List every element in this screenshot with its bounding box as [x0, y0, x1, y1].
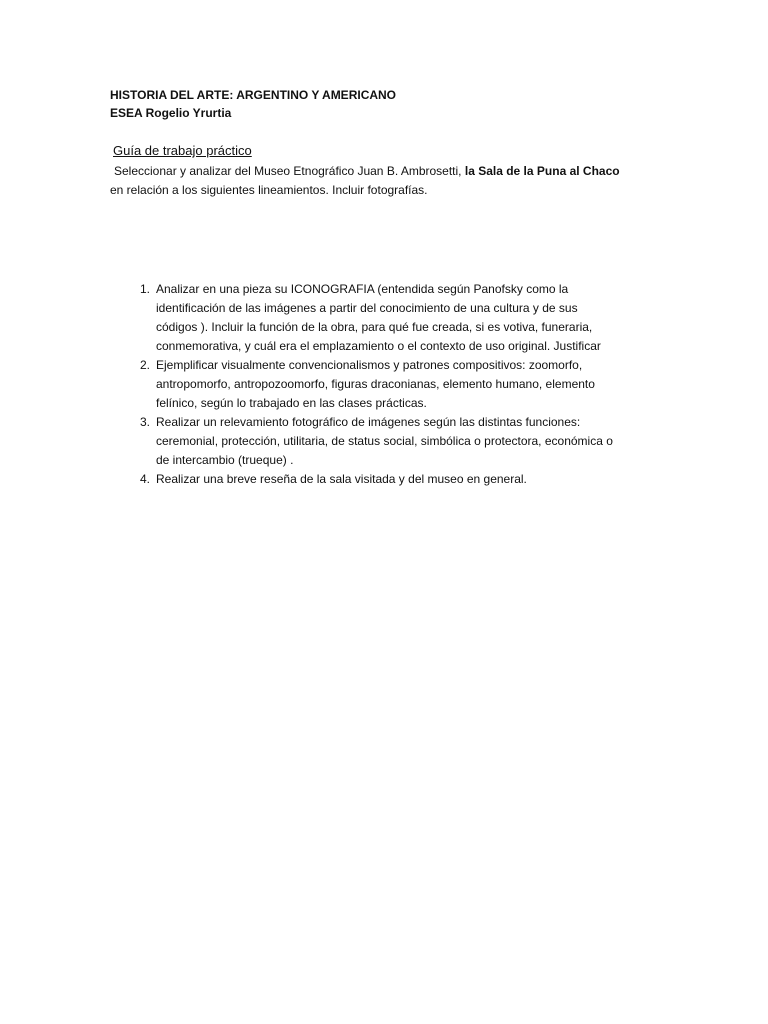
task-number: 1.: [139, 282, 150, 296]
task-text: [156, 280, 670, 356]
intro-line-1: [110, 162, 670, 181]
task-list: [130, 280, 670, 489]
intro-highlight: la Sala de la Puna al Chaco: [464, 164, 620, 178]
guide-title: Guía de trabajo práctico: [113, 143, 252, 158]
task-number: 2.: [139, 358, 150, 372]
school-name: ESEA Rogelio Yrurtia: [110, 106, 232, 120]
task-text: [156, 356, 670, 413]
task-line: Ejemplificar visualmente convencionalismos y patrones compositivos: zoomorfo,: [156, 358, 583, 372]
task-line: Analizar en una pieza su ICONOGRAFIA (entendida según Panofsky como la: [156, 282, 569, 296]
task-number: 4.: [139, 472, 150, 486]
intro-paragraph: [110, 162, 670, 200]
task-line: antropomorfo, antropozoomorfo, figuras draconianas, elemento humano, elemento: [156, 377, 595, 391]
task-line: felínico, según lo trabajado en las clases prácticas.: [156, 396, 427, 410]
task-item: [130, 413, 670, 470]
task-line: Realizar un relevamiento fotográfico de imágenes según las distintas funciones:: [156, 415, 581, 429]
intro-text: Seleccionar y analizar del Museo Etnográfico Juan B. Ambrosetti,: [114, 164, 465, 178]
task-line: identificación de las imágenes a partir del conocimiento de una cultura y de sus: [156, 301, 578, 315]
task-line: Realizar una breve reseña de la sala visitada y del museo en general.: [156, 472, 527, 486]
intro-line-2: en relación a los siguientes lineamientos. Incluir fotografías.: [110, 183, 428, 197]
task-item: [130, 280, 670, 356]
task-text: [156, 413, 670, 470]
task-line: de intercambio (trueque) .: [156, 453, 294, 467]
task-line: ceremonial, protección, utilitaria, de status social, simbólica o protectora, económica o: [156, 434, 613, 448]
document-header: [110, 86, 670, 122]
task-text: [156, 470, 670, 489]
task-line: conmemorativa, y cuál era el emplazamiento o el contexto de uso original. Justificar: [156, 339, 601, 353]
task-item: [130, 356, 670, 413]
course-title: HISTORIA DEL ARTE: ARGENTINO Y AMERICANO: [110, 88, 397, 102]
task-item: [130, 470, 670, 489]
task-number: 3.: [139, 415, 150, 429]
task-line: códigos ). Incluir la función de la obra, para qué fue creada, si es votiva, funeraria,: [156, 320, 593, 334]
